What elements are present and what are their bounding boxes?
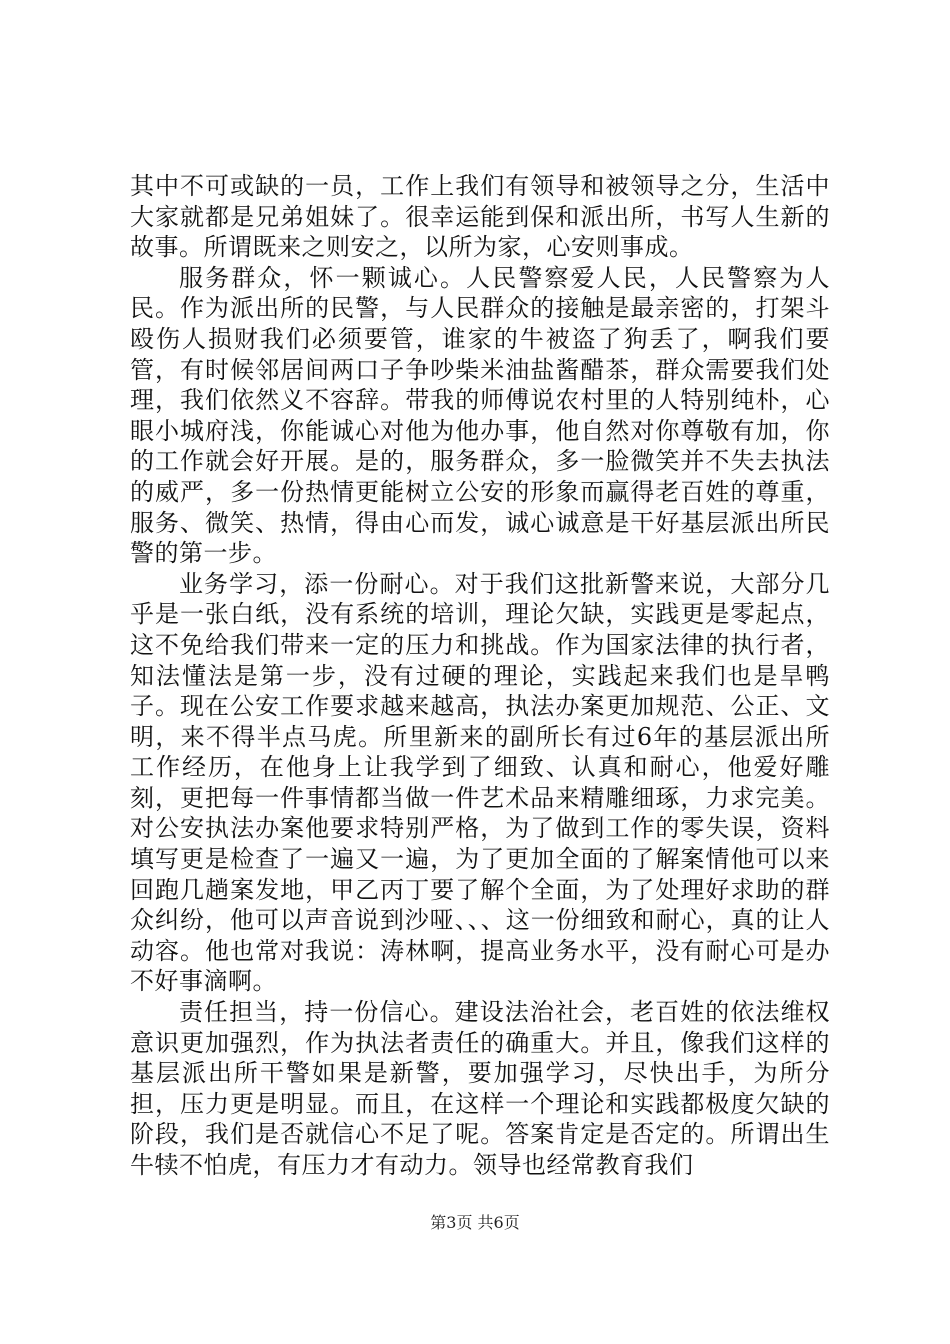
- paragraph-business-study: 业务学习，添一份耐心。对于我们这批新警来说，大部分几乎是一张白纸，没有系统的培训，理论欠缺，实践更是零起点，这不免给我们带来一定的压力和挑战。作为国家法律的执行者，知法懂法是第一步，没有过硬的理论，实践起来我们也是旱鸭子。现在公安工作要求越来越高，执法办案更加规范、公正、文明，来不得半点马虎。所里新来的副所长有过6年的基层派出所工作经历，在他身上让我学到了细致、认真和耐心，他爱好雕刻，更把每一件事情都当做一件艺术品来精雕细琢，力求完美。对公安执法办案他要求特别严格，为了做到工作的零失误，资料填写更是检查了一遍又一遍，为了更加全面的了解案情他可以来回跑几趟案发地，甲乙丙丁要了解个全面，为了处理好求助的群众纠纷，他可以声音说到沙哑、、、这一份细致和耐心，真的让人动容。他也常对我说：涛林啊，提高业务水平，没有耐心可是办不好事滴啊。: [130, 569, 830, 996]
- document-body: [130, 171, 830, 1181]
- page-number-footer: 第3页 共6页: [430, 1213, 520, 1232]
- paragraph-responsibility: 责任担当，持一份信心。建设法治社会，老百姓的依法维权意识更加强烈，作为执法者责任的确重大。并且，像我们这样的基层派出所干警如果是新警，要加强学习，尽快出手，为所分担，压力更是明显。而且，在这样一个理论和实践都极度欠缺的阶段，我们是否就信心不足了呢。答案肯定是否定的。所谓出生牛犊不怕虎，有压力才有动力。领导也经常教育我们: [130, 998, 830, 1179]
- paragraph-continuation: 其中不可或缺的一员，工作上我们有领导和被领导之分，生活中大家就都是兄弟姐妹了。很幸运能到保和派出所，书写人生新的故事。所谓既来之则安之，以所为家，心安则事成。: [130, 172, 830, 262]
- paragraph-serving-masses: 服务群众，怀一颗诚心。人民警察爱人民，人民警察为人民。作为派出所的民警，与人民群众的接触是最亲密的，打架斗殴伤人损财我们必须要管，谁家的牛被盗了狗丢了，啊我们要管，有时候邻居间两口子争吵柴米油盐酱醋茶，群众需要我们处理，我们依然义不容辞。带我的师傅说农村里的人特别纯朴，心眼小城府浅，你能诚心对他为他办事，他自然对你尊敬有加，你的工作就会好开展。是的，服务群众，多一脸微笑并不失去执法的威严，多一份热情更能树立公安的形象而赢得老百姓的尊重，服务、微笑、热情，得由心而发，诚心诚意是干好基层派出所民警的第一步。: [130, 263, 830, 568]
